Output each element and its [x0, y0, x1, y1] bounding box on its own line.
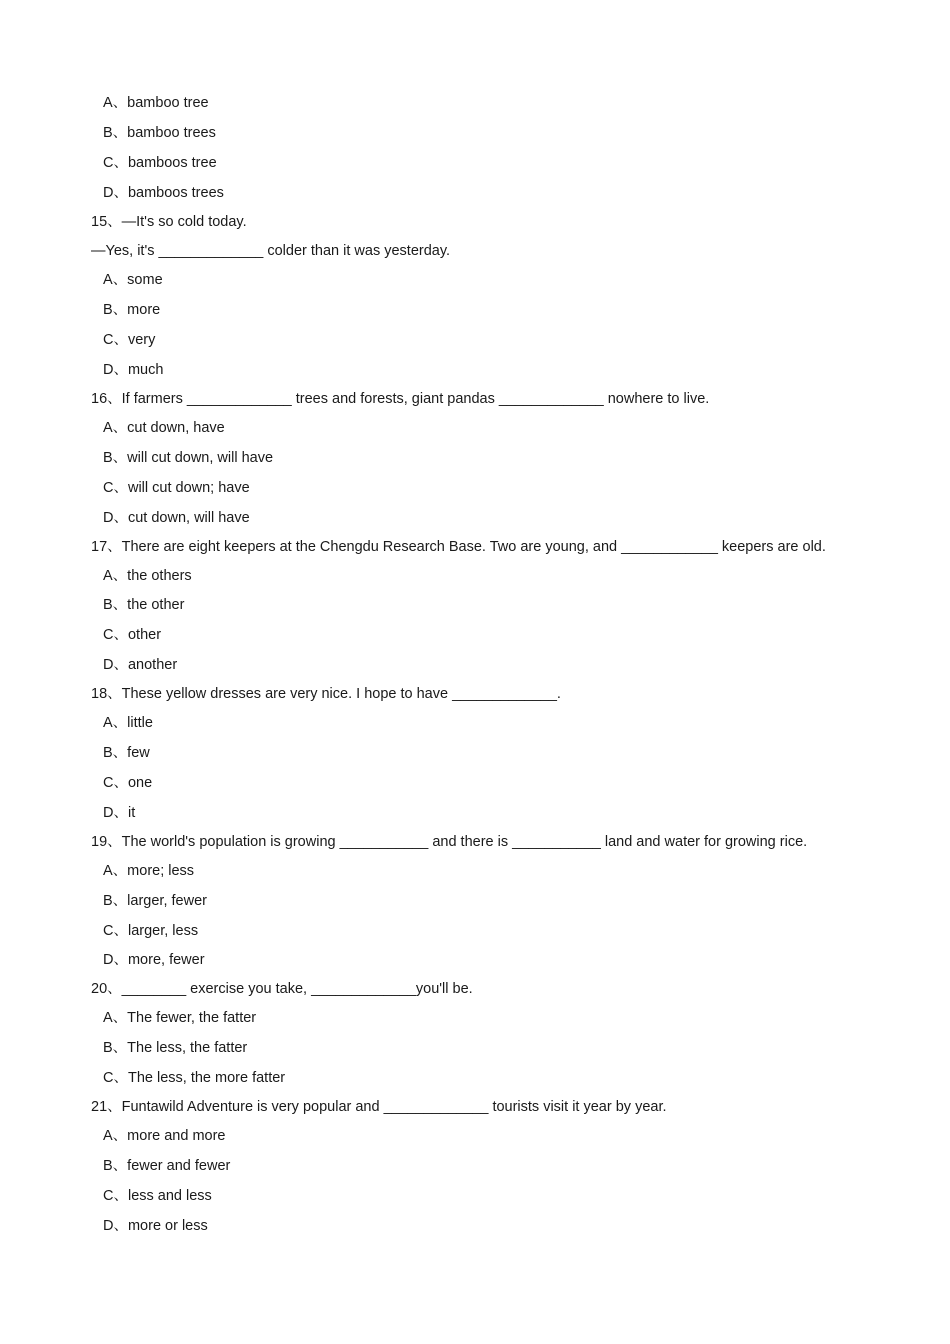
- option-a: A、more and more: [103, 1128, 226, 1144]
- option-a: A、bamboo tree: [103, 95, 209, 111]
- option-a: A、the others: [103, 568, 192, 584]
- option-d: D、it: [103, 805, 136, 821]
- option-c: C、larger, less: [103, 923, 199, 939]
- option-c: C、The less, the more fatter: [103, 1070, 286, 1086]
- question-16: 16、If farmers _____________ trees and forests, giant pandas _____________ nowhere to live.: [91, 391, 710, 407]
- option-c: C、other: [103, 627, 162, 643]
- question-20: 20、________ exercise you take, _____________you'll be.: [91, 981, 473, 997]
- option-d: D、bamboos trees: [103, 185, 224, 201]
- question-15: 15、—It's so cold today.: [91, 214, 247, 230]
- option-d: D、more or less: [103, 1218, 208, 1234]
- option-d: D、another: [103, 657, 178, 673]
- option-c: C、bamboos tree: [103, 155, 217, 171]
- option-b: B、few: [103, 745, 150, 761]
- option-c: C、less and less: [103, 1188, 212, 1204]
- option-d: D、much: [103, 362, 164, 378]
- option-c: C、one: [103, 775, 153, 791]
- question-15-reply: —Yes, it's _____________ colder than it was yesterday.: [91, 243, 451, 259]
- question-19: 19、The world's population is growing ___________ and there is ___________ land and water for growing rice.: [91, 834, 808, 850]
- option-b: B、more: [103, 302, 161, 318]
- option-c: C、will cut down; have: [103, 480, 250, 496]
- option-d: D、more, fewer: [103, 952, 205, 968]
- option-b: B、larger, fewer: [103, 893, 207, 909]
- option-b: B、The less, the fatter: [103, 1040, 248, 1056]
- question-17: 17、There are eight keepers at the Chengdu Research Base. Two are young, and ____________ keepers are old.: [91, 539, 826, 555]
- option-b: B、bamboo trees: [103, 125, 216, 141]
- option-a: A、some: [103, 272, 163, 288]
- option-b: B、will cut down, will have: [103, 450, 274, 466]
- question-18: 18、These yellow dresses are very nice. I hope to have _____________.: [91, 686, 561, 702]
- option-c: C、very: [103, 332, 156, 348]
- option-a: A、The fewer, the fatter: [103, 1010, 257, 1026]
- option-a: A、cut down, have: [103, 420, 225, 436]
- option-a: A、little: [103, 715, 153, 731]
- option-b: B、the other: [103, 597, 185, 613]
- option-d: D、cut down, will have: [103, 510, 250, 526]
- option-a: A、more; less: [103, 863, 195, 879]
- option-b: B、fewer and fewer: [103, 1158, 231, 1174]
- question-21: 21、Funtawild Adventure is very popular and _____________ tourists visit it year by year.: [91, 1099, 667, 1115]
